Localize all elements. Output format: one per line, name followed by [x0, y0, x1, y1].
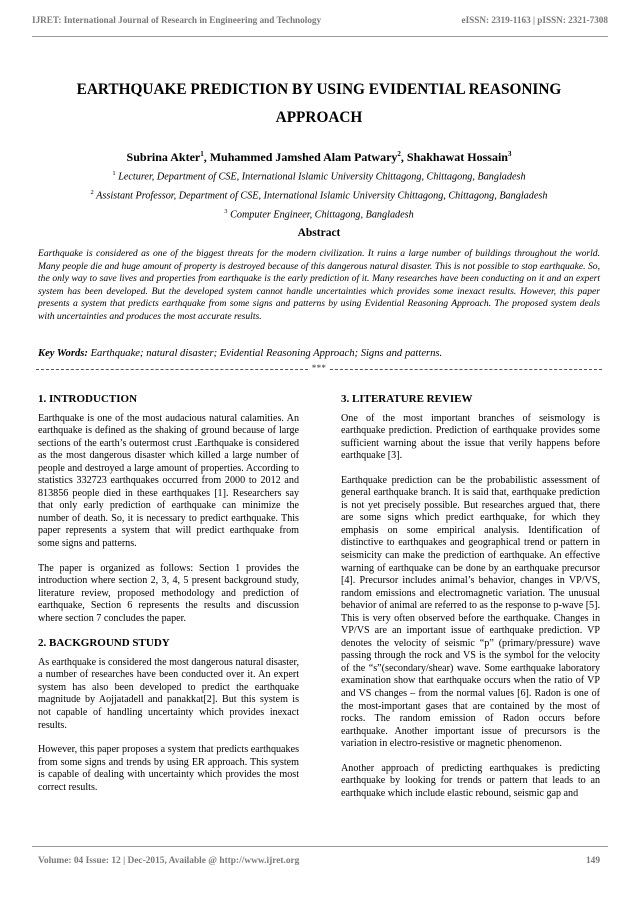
- author-sup: 2: [397, 150, 401, 158]
- paper-title: [40, 76, 598, 132]
- paragraph: Earthquake is one of the most audacious natural calamities. An earthquake is defined as the shaking of ground because of large sections of the earth’s outermost crust .Earthquake is considered as the most dangerous disaster which killed a large number of people and destroyed a large amount of properties. According to statistics 332723 earthquakes occurred from 2000 to 2012 and 813856 people died in these earthquakes [1]. Researchers say that only early prediction of earthquake can minimize the number of death. So, it is necessary to predict earthquake. This paper represents a system that will predict earthquake from some signs and patterns.: [38, 412, 299, 550]
- author-name: Shakhawat Hossain: [406, 150, 508, 164]
- keywords: [38, 348, 600, 359]
- author-sup: 3: [507, 150, 512, 158]
- journal-name: IJRET: International Journal of Research in Engineering and Technology: [32, 15, 322, 25]
- left-column: [38, 393, 299, 806]
- paragraph: Earthquake prediction can be the probabilistic assessment of general earthquake branch. It is said that, earthquake prediction is not yet precisely possible. But researches argued that, there are some signs which predict earthquake, for which they emphasis on some empirical analysis. Identification of distinctive to earthquakes and geographical trend or pattern in seismicity can make the prediction of earthquake. An effective warning of earthquake can be done by an earthquake precursor [4]. Precursor includes animal’s behavior, changes in VP/VS, random emissions and electromagnetic variation. The unusual behavior of animal are referred to as the response to p-wave [5]. This is very often observed before the earthquake. Changes in VP/VS are an important issue of earthquake prediction. VP denotes the velocity of seismic “p” (primary/pressure) wave passing through the rock and VS is the symbol for the velocity of the “s”(secondary/shear) wave. Some earthquake laboratory examination show that earthquake occurs when the ratio of VP and VS changes – from the normal values [6]. Radon is one of the most-important gases that are contained by the most of rocks. The random emission of Radon occurs before earthquake. Another important issue of precursors is the variation in electro-resistive or magnetic phenomenon.: [341, 474, 600, 750]
- author-sup: 1: [200, 150, 204, 158]
- title-line-1: EARTHQUAKE PREDICTION BY USING EVIDENTIAL REASONING: [76, 81, 562, 98]
- paragraph: One of the most important branches of seismology is earthquake prediction. Prediction of earthquake provides some sufficient warning about the issue that verily happens before earthquake [3].: [341, 412, 600, 462]
- author-separator: ,: [400, 150, 407, 164]
- affiliation-sup: 2: [90, 188, 94, 196]
- author-list: [30, 150, 608, 165]
- section-heading: 3. LITERATURE REVIEW: [341, 393, 473, 405]
- affiliations: [20, 166, 618, 223]
- abstract-text: Earthquake is considered as one of the biggest threats for the modern civilization. It ruins a large number of buildings throughout the world. Many people die and huge amount of property is destroyed because of this dangerous natural disaster. This is not possible to stop earthquake. So, the only way to save lives and properties from earthquake is the early prediction of it. Many researches have been conducting on it and an expert system has been developed. But the developed system cannot handle uncertainties which provides some inexact results. However, this paper presents a system that predicts earthquake from some signs and patterns by using Evidential Reasoning Approach. The proposed system deals with uncertainties and produces the most accurate results.: [38, 248, 600, 322]
- author-name: Muhammed Jamshed Alam Patwary: [209, 150, 398, 164]
- right-column: [341, 393, 600, 812]
- affiliation: [20, 204, 618, 223]
- author-separator: ,: [203, 150, 210, 164]
- title-line-2: APPROACH: [275, 109, 363, 126]
- affiliation-text: Lecturer, Department of CSE, International Islamic University Chittagong, Chittagong, Bangladesh: [118, 171, 526, 183]
- affiliation: [20, 185, 618, 204]
- affiliation-sup: 3: [224, 207, 228, 215]
- affiliation-text: Assistant Professor, Department of CSE, International Islamic University Chittagong, Chittagong, Bangladesh: [96, 190, 548, 202]
- footer-volume: Volume: 04 Issue: 12 | Dec-2015, Available @ http://www.ijret.org: [38, 856, 300, 866]
- affiliation-sup: 1: [112, 170, 116, 177]
- issn: eISSN: 2319-1163 | pISSN: 2321-7308: [461, 15, 608, 25]
- header-rule: [32, 36, 608, 37]
- abstract-heading: Abstract: [297, 227, 341, 239]
- keywords-text: Earthquake; natural disaster; Evidential Reasoning Approach; Signs and patterns.: [87, 348, 443, 359]
- author-name: Subrina Akter: [126, 150, 201, 164]
- page-number: 149: [585, 856, 600, 866]
- keywords-label: Key Words:: [38, 348, 88, 359]
- section-heading: 1. INTRODUCTION: [38, 393, 138, 405]
- paragraph: The paper is organized as follows: Section 1 provides the introduction where section 2, 3, 4, 5 present background study, literature review, proposed methodology and prediction of earthquake, Section 6 represents the results and discussion where section 7 concludes the paper.: [38, 562, 299, 624]
- paragraph: As earthquake is considered the most dangerous natural disaster, a number of researches have been conducted over it. An expert system has also been developed to predict the earthquake magnitude by Aojjatadell and panakkat[2]. But this system is not capable of handling uncertainty which provides inexact results.: [38, 656, 299, 731]
- section-separator: [36, 363, 602, 375]
- paragraph: Another approach of predicting earthquakes is predicting earthquake by looking for trends or pattern that leads to an earthquake which include elastic rebound, seismic gap and: [341, 762, 600, 799]
- affiliation-text: Computer Engineer, Chittagong, Bangladesh: [230, 209, 414, 221]
- section-heading: 2. BACKGROUND STUDY: [38, 637, 170, 650]
- paragraph: However, this paper proposes a system that predicts earthquakes from some signs and trends by using ER approach. This system is capable of dealing with uncertainty which provides the most correct results.: [38, 744, 299, 793]
- footer-rule: [32, 846, 608, 847]
- separator-stars: ***: [311, 363, 327, 373]
- affiliation: [20, 166, 618, 185]
